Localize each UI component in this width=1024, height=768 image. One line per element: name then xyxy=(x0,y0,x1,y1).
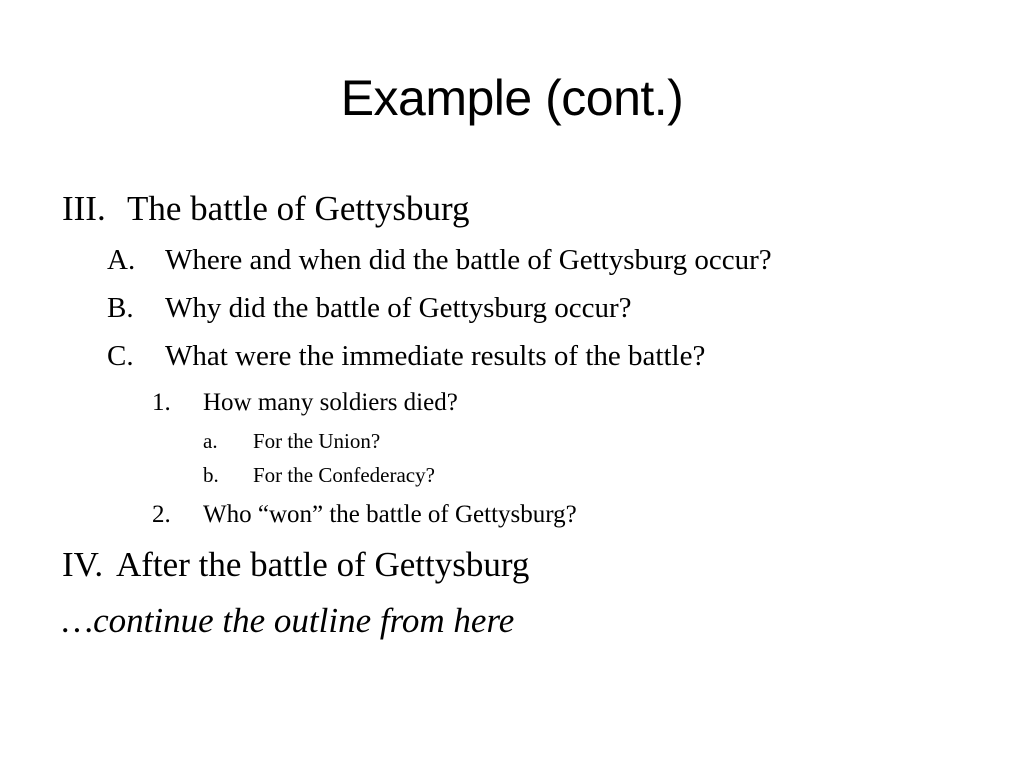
section-heading: After the battle of Gettysburg xyxy=(116,545,530,584)
item-marker: C. xyxy=(107,340,134,372)
item-marker: B. xyxy=(107,292,134,324)
section-marker: IV. xyxy=(62,545,104,584)
item-text: For the Confederacy? xyxy=(253,463,435,487)
section-marker: III. xyxy=(62,189,106,228)
section-heading: The battle of Gettysburg xyxy=(127,189,470,228)
item-marker: A. xyxy=(107,244,136,276)
item-text: Who “won” the battle of Gettysburg? xyxy=(203,501,577,528)
outline-continuation: …continue the outline from here xyxy=(62,601,515,640)
item-marker: b. xyxy=(203,463,219,487)
item-text: How many soldiers died? xyxy=(203,389,458,416)
item-text: Where and when did the battle of Gettysburg occur? xyxy=(165,244,772,276)
slide-title: Example (cont.) xyxy=(340,70,684,126)
item-marker: 1. xyxy=(152,389,171,416)
item-marker: 2. xyxy=(152,501,171,528)
item-marker: a. xyxy=(203,429,218,453)
item-text: Why did the battle of Gettysburg occur? xyxy=(165,292,632,324)
item-text: For the Union? xyxy=(253,429,381,453)
item-text: What were the immediate results of the battle? xyxy=(165,340,706,372)
